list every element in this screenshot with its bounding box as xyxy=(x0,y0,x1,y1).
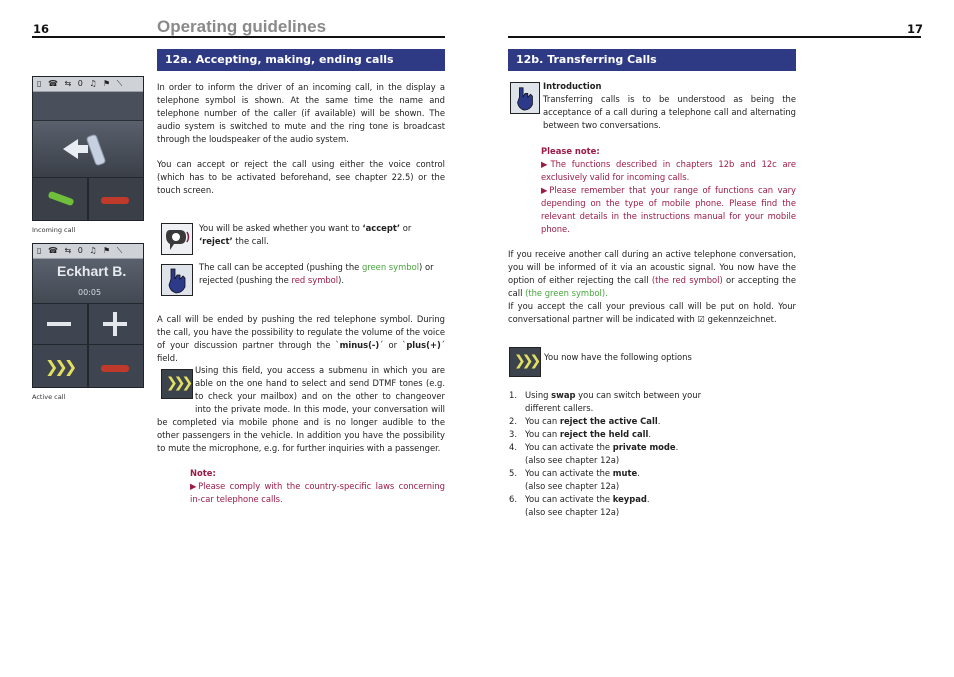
header-rule-right xyxy=(508,36,921,38)
page-title: Operating guidelines xyxy=(157,17,327,36)
hand-touch-icon xyxy=(510,82,540,114)
page-number-right: 17 xyxy=(907,22,924,36)
please-note-label: Please note: xyxy=(541,146,600,156)
options-intro: You now have the following options xyxy=(544,352,692,362)
hand-icon-text: The call can be accepted (pushing the green symbol) or rejected (pushing the red symbol). xyxy=(199,262,434,285)
list-item: 1. Using swap you can switch between your different callers. xyxy=(509,390,702,413)
voice-icon-text: You will be asked whether you want to ‘accept’ or ‘reject’ the call. xyxy=(199,223,412,246)
phone-reject-icon[interactable] xyxy=(89,178,143,221)
section-heading-12b: 12b. Transferring Calls xyxy=(508,49,796,71)
forward-chevrons-icon: ❯❯❯ xyxy=(161,369,193,399)
intro-text: Transferring calls is to be understood as being the acceptance of a call during a telephone call and alternating between two conversations. xyxy=(543,94,796,130)
intro-label: Introduction xyxy=(543,81,602,91)
section-heading-12a: 12a. Accepting, making, ending calls xyxy=(157,49,445,71)
hand-touch-icon xyxy=(161,264,193,296)
please-note-2: ▶Please remember that your range of functions can vary depending on the type of mobile phone. Please find the relevant details in the instructions manual for your mobile phone. xyxy=(541,185,796,234)
end-call-paragraph: A call will be ended by pushing the red telephone symbol. During the call, you have the possibility to regulate the volume of the voice of your discussion partner through the `minus(-)´ or `plus(+)´ field. xyxy=(157,314,445,363)
list-item: 2. You can reject the active Call. xyxy=(509,416,661,426)
status-bar: ▯ ☎ ⇆ 0 ♫ ⚑ ⟍ xyxy=(33,77,143,92)
please-note-1: ▶The functions described in chapters 12b and 12c are exclusively valid for incoming calls. xyxy=(541,159,796,182)
submenu-paragraph: Using this field, you access a submenu in which you are able on the one hand to select and send DTMF tones (e.g. to check your mailbox) and on the other to changeover into the private mode. In this mode, your conversation will be completed via mobile phone and is no longer audible to the other passengers in the vehicle. In addition you have the possibility to mute the microphone, e.g. for further inquiries with a passenger. xyxy=(157,365,445,453)
forward-chevrons-icon: ❯❯❯ xyxy=(509,347,541,377)
incoming-call-screen xyxy=(32,76,144,221)
phone-accept-icon[interactable] xyxy=(33,178,89,221)
please-note-block xyxy=(541,145,796,236)
options-list xyxy=(509,389,749,519)
volume-minus-button[interactable] xyxy=(33,304,89,344)
volume-plus-button[interactable] xyxy=(89,304,143,344)
call-timer: 00:05 xyxy=(78,288,102,297)
status-bar: ▯ ☎ ⇆ 0 ♫ ⚑ ⟍ xyxy=(33,244,143,259)
list-item: 3. You can reject the held call. xyxy=(509,429,652,439)
phone-reject-icon[interactable] xyxy=(89,345,143,388)
note-block xyxy=(190,467,445,506)
active-call-screen xyxy=(32,243,144,388)
active-call-caption: Active call xyxy=(32,393,66,401)
receive-call-paragraph: If you receive another call during an active telephone conversation, you will be informed of it via an acoustic signal. You now have the option of either rejecting the call (the red symbol) or accepting the call (the green symbol). If you accept the call your previous call will be put on hold. Your conversational partner will be indicated with ☑ gekennzeichnet. xyxy=(508,249,797,324)
header-rule-left xyxy=(32,36,445,38)
list-item: 6. You can activate the keypad. (also see chapter 12a) xyxy=(509,494,650,517)
incoming-call-caption: Incoming call xyxy=(32,226,76,234)
intro-paragraph: In order to inform the driver of an incoming call, in the display a telephone symbol is shown. At the same time the name and telephone number of the caller (if available) will be shown. The audio system is switched to mute and the ring tone is broadcast through the loudspeaker of the audio system. xyxy=(157,82,445,144)
intro-block xyxy=(543,80,796,132)
note-text: ▶Please comply with the country-specific laws concerning in-car telephone calls. xyxy=(190,481,445,504)
voice-control-icon xyxy=(161,223,193,255)
note-label: Note: xyxy=(190,468,216,478)
forward-chevrons-icon[interactable]: ❯❯❯ xyxy=(33,345,89,388)
caller-name: Eckhart B. xyxy=(57,263,127,279)
list-item: 4. You can activate the private mode. (also see chapter 12a) xyxy=(509,442,679,465)
voice-control-paragraph: You can accept or reject the call using either the voice control (which has to be activated beforehand, see chapter 22.5) or the touch screen. xyxy=(157,159,445,195)
list-item: 5. You can activate the mute. (also see chapter 12a) xyxy=(509,468,640,491)
call-transfer-arrow-icon xyxy=(33,121,143,177)
page-number-left: 16 xyxy=(33,22,50,36)
